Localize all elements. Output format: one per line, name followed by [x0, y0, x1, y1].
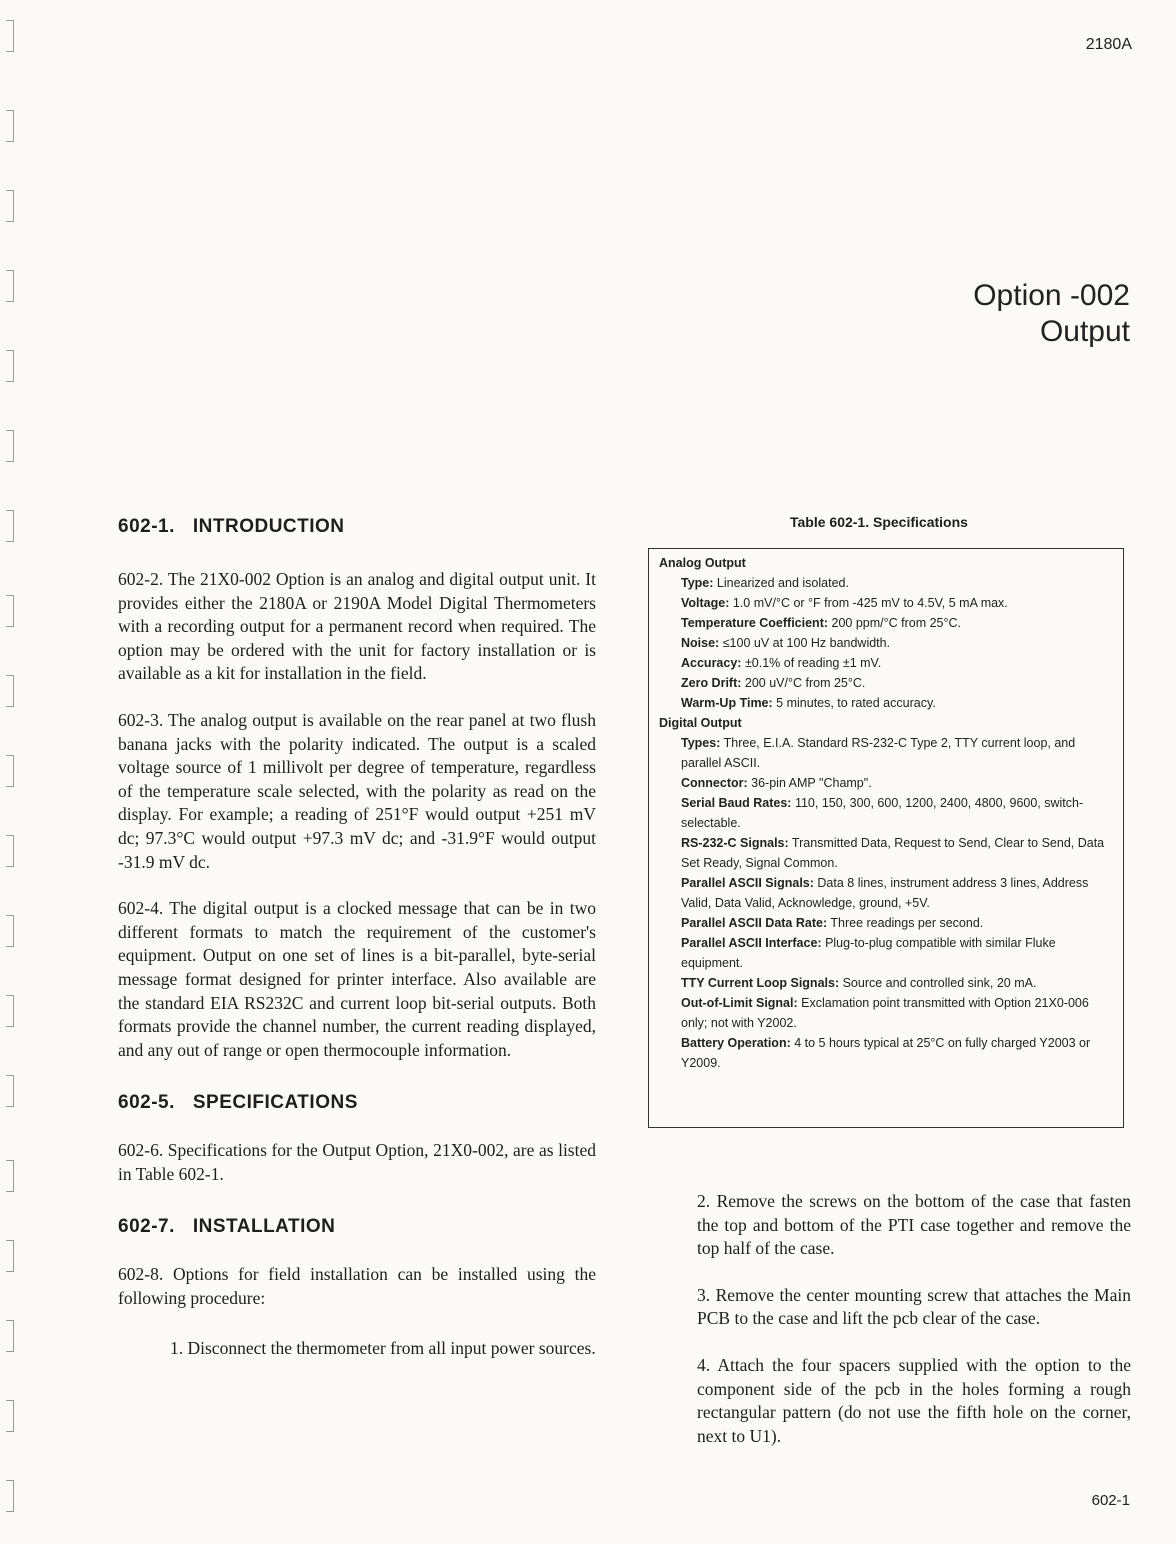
binder-mark	[6, 1320, 14, 1352]
spec-label: Types:	[681, 736, 721, 750]
binder-mark	[6, 110, 14, 142]
spec-value: Plug-to-plug compatible with similar Fluke equipment.	[681, 936, 1056, 970]
spec-item	[659, 1033, 1113, 1073]
paragraph-602-4: 602-4. The digital output is a clocked message that can be in two different formats to match the requirement of the customer's equipment. Output on one set of lines is a bit-parallel, byte-serial message format designed for printer interface. Also available are the standard EIA RS232C and current loop bit-serial outputs. Both formats provide the channel number, the current reading displayed, and any out of range or open thermocouple information.	[118, 898, 596, 1060]
binder-mark	[6, 270, 14, 302]
spec-item	[659, 633, 1113, 653]
binder-mark	[6, 1480, 14, 1512]
binder-mark	[6, 190, 14, 222]
section-title: INTRODUCTION	[192, 516, 345, 537]
left-column	[118, 516, 596, 1360]
spec-item	[659, 613, 1113, 633]
spec-item	[659, 933, 1113, 973]
spec-value: Linearized and isolated.	[716, 576, 849, 590]
spec-label: Zero Drift:	[681, 676, 742, 690]
spec-value: 36-pin AMP "Champ".	[751, 776, 872, 790]
step-1: 1. Disconnect the thermometer from all input power sources.	[170, 1337, 596, 1358]
step-2: 2. Remove the screws on the bottom of the case that fasten the top and bottom of the PTI case together and remove the top half of the case.	[697, 1191, 1131, 1259]
binder-mark	[6, 915, 14, 947]
section-number: 602-1.	[118, 516, 175, 537]
binder-mark	[6, 595, 14, 627]
spec-label: RS-232-C Signals:	[681, 836, 789, 850]
table-caption: Table 602-1. Specifications	[790, 514, 968, 530]
paragraph-602-3: 602-3. The analog output is available on the rear panel at two flush banana jacks with the polarity indicated. The output is a scaled voltage source of 1 millivolt per degree of temperature, regardless of the temperature scale selected, with the polarity as read on the display. For example; a reading of 251°F would output +251 mV dc; 97.3°C would output +97.3 mV dc; and -31.9°F would output -31.9 mV dc.	[118, 709, 596, 872]
binder-mark	[6, 430, 14, 462]
binder-mark	[6, 1160, 14, 1192]
spec-label: Temperature Coefficient:	[681, 616, 829, 630]
spec-label: Battery Operation:	[681, 1036, 791, 1050]
spec-label: TTY Current Loop Signals:	[681, 976, 840, 990]
binder-mark	[6, 1400, 14, 1432]
right-column	[697, 1190, 1131, 1448]
binder-mark	[6, 510, 14, 542]
spec-label: Accuracy:	[681, 656, 742, 670]
spec-label: Parallel ASCII Data Rate:	[681, 916, 828, 930]
section-title: INSTALLATION	[192, 1216, 336, 1238]
spec-value: 5 minutes, to rated accuracy.	[776, 696, 936, 710]
spec-value: Three readings per second.	[830, 916, 984, 930]
option-title-line2: Output	[1039, 315, 1130, 348]
spec-item	[659, 873, 1113, 913]
spec-label: Voltage:	[681, 596, 730, 610]
spec-label: Warm-Up Time:	[681, 696, 773, 710]
spec-value: Exclamation point transmitted with Option 21X0-006 only; not with Y2002.	[681, 996, 1089, 1030]
spec-item	[659, 693, 1113, 713]
spec-value: Source and controlled sink, 20 mA.	[842, 976, 1037, 990]
spec-value: ±0.1% of reading ±1 mV.	[744, 656, 882, 670]
digital-spec-list	[659, 733, 1113, 1073]
section-number: 602-7.	[118, 1216, 175, 1238]
spec-item	[659, 993, 1113, 1033]
option-title	[973, 278, 1130, 350]
spec-label: Out-of-Limit Signal:	[681, 996, 798, 1010]
spec-label: Connector:	[681, 776, 748, 790]
paragraph-602-8: 602-8. Options for field installation can be installed using the following procedure:	[118, 1264, 596, 1309]
digital-output-heading: Digital Output	[659, 716, 742, 730]
spec-label: Type:	[681, 576, 714, 590]
spec-item	[659, 833, 1113, 873]
analog-output-heading: Analog Output	[659, 556, 746, 570]
spec-value: Transmitted Data, Request to Send, Clear to Send, Data Set Ready, Signal Common.	[681, 836, 1105, 870]
spec-value: 200 ppm/°C from 25°C.	[831, 616, 961, 630]
binder-edge	[0, 0, 22, 1544]
binder-mark	[6, 1075, 14, 1107]
binder-mark	[6, 675, 14, 707]
spec-label: Serial Baud Rates:	[681, 796, 792, 810]
option-title-line1: Option -002	[973, 279, 1130, 312]
spec-value: ≤100 uV at 100 Hz bandwidth.	[722, 636, 891, 650]
section-title: SPECIFICATIONS	[192, 1092, 358, 1114]
spec-item	[659, 573, 1113, 593]
step-4: 4. Attach the four spacers supplied with the option to the component side of the pcb in the holes forming a rough rectangular pattern (do not use the fifth hole on the corner, next to U1).	[697, 1354, 1131, 1446]
page-number: 602-1	[1091, 1492, 1130, 1509]
section-heading-introduction	[118, 516, 596, 538]
spec-value: 4 to 5 hours typical at 25°C on fully charged Y2003 or Y2009.	[681, 1036, 1091, 1070]
spec-value: 110, 150, 300, 600, 1200, 2400, 4800, 9600, switch-selectable.	[681, 796, 1084, 830]
spec-table	[648, 548, 1124, 1128]
spec-value: 200 uV/°C from 25°C.	[744, 676, 866, 690]
spec-item	[659, 793, 1113, 833]
binder-mark	[6, 755, 14, 787]
spec-value: 1.0 mV/°C or °F from -425 mV to 4.5V, 5 mA max.	[732, 596, 1008, 610]
spec-item	[659, 773, 1113, 793]
analog-spec-list	[659, 573, 1113, 713]
spec-item	[659, 733, 1113, 773]
spec-item	[659, 973, 1113, 993]
binder-mark	[6, 350, 14, 382]
spec-item	[659, 673, 1113, 693]
section-heading-specifications	[118, 1092, 596, 1114]
binder-mark	[6, 995, 14, 1027]
binder-mark	[6, 835, 14, 867]
spec-item	[659, 593, 1113, 613]
spec-value: Data 8 lines, instrument address 3 lines, Address Valid, Data Valid, Acknowledge, ground, +5V.	[681, 876, 1089, 910]
spec-item	[659, 913, 1113, 933]
model-number: 2180A	[1085, 36, 1132, 53]
spec-item	[659, 653, 1113, 673]
paragraph-602-6: 602-6. Specifications for the Output Option, 21X0-002, are as listed in Table 602-1.	[118, 1140, 596, 1184]
spec-value: Three, E.I.A. Standard RS-232-C Type 2, TTY current loop, and parallel ASCII.	[681, 736, 1076, 770]
paragraph-602-2: 602-2. The 21X0-002 Option is an analog and digital output unit. It provides either the 2180A or 2190A Model Digital Thermometers with a recording output for a permanent record when required. The option may be ordered with the unit for factory installation or is available as a kit for installation in the field.	[118, 569, 596, 684]
binder-mark	[6, 1240, 14, 1272]
spec-label: Parallel ASCII Signals:	[681, 876, 814, 890]
section-number: 602-5.	[118, 1092, 175, 1114]
binder-mark	[6, 20, 14, 52]
step-3: 3. Remove the center mounting screw that attaches the Main PCB to the case and lift the pcb clear of the case.	[697, 1284, 1131, 1329]
spec-label: Noise:	[681, 636, 720, 650]
spec-label: Parallel ASCII Interface:	[681, 936, 822, 950]
section-heading-installation	[118, 1216, 596, 1238]
